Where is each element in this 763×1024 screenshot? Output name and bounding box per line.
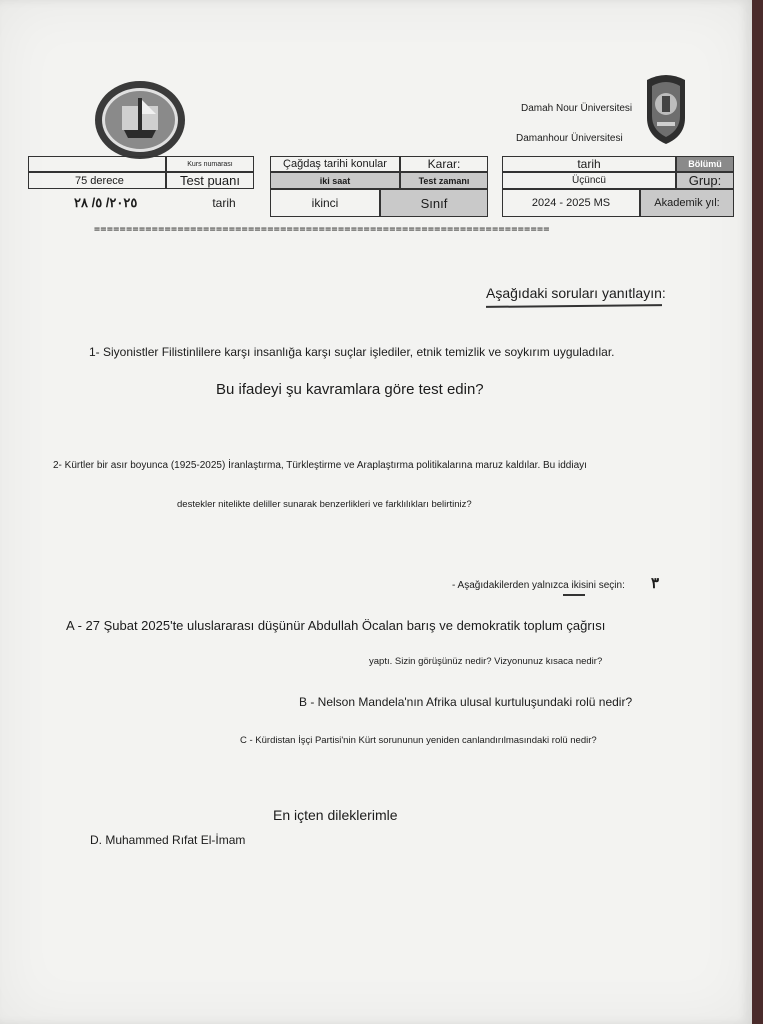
test-score-label: Test puanı — [166, 172, 254, 189]
faculty-logo — [94, 80, 186, 160]
university-name-1: Damah Nour Üniversitesi — [521, 103, 633, 114]
test-time-label: Test zamanı — [400, 172, 488, 189]
option-c: C - Kürdistan İşçi Partisi'nin Kürt sorununun yeniden canlandırılmasındaki rolü nedir? — [240, 735, 597, 746]
instructions-underline — [486, 304, 662, 308]
option-a-line-1: A - 27 Şubat 2025'te uluslararası düşünür Abdullah Öcalan barış ve demokratik toplum çağrısı — [66, 618, 606, 633]
group-value: Üçüncü — [502, 172, 676, 189]
university-name-2: Damanhour Üniversitesi — [516, 133, 623, 144]
test-duration: iki saat — [270, 172, 400, 189]
group-label: Grup: — [676, 172, 734, 189]
question-2-line-1: 2- Kürtler bir asır boyunca (1925-2025) İranlaştırma, Türkleştirme ve Araplaştırma politikalarına maruz kaldılar. Bu iddiayı — [53, 460, 587, 471]
course-name: Çağdaş tarihi konular — [270, 156, 400, 172]
option-a-line-2: yaptı. Sizin görüşünüz nedir? Vizyonunuz kısaca nedir? — [369, 656, 603, 667]
question-1-prompt: Bu ifadeyi şu kavramlara göre test edin? — [216, 381, 484, 398]
intro-underline — [563, 594, 585, 596]
date-label: tarih — [212, 196, 236, 210]
question-1: 1- Siyonistler Filistinlilere karşı insanlığa karşı suçlar işlediler, etnik temizlik ve soykırım uyguladılar. — [89, 345, 615, 359]
question-2-line-2: destekler nitelikte deliller sunarak benzerlikleri ve farklılıkları belirtiniz? — [177, 499, 472, 510]
academic-year-label: Akademik yıl: — [640, 189, 734, 217]
academic-year-value: 2024 - 2025 MS — [502, 189, 640, 217]
class-value: ikinci — [270, 189, 380, 217]
question-3-number: ٣ — [651, 575, 660, 592]
university-logo — [643, 72, 689, 146]
class-label: Sınıf — [380, 189, 488, 217]
department-label: Bölümü — [676, 156, 734, 172]
separator-line: ======================================================================= — [94, 224, 550, 235]
closing-text: En içten dileklerimle — [273, 807, 398, 823]
course-number-label: Kurs numarası — [166, 156, 254, 172]
exam-date: ٢٠٢٥/ ٥/ ٢٨ — [74, 195, 138, 210]
question-3-intro: - Aşağıdakilerden yalnızca ikisini seçin: — [452, 580, 625, 591]
option-b: B - Nelson Mandela'nın Afrika ulusal kurtuluşundaki rolü nedir? — [299, 695, 633, 709]
signature: D. Muhammed Rıfat El-İmam — [90, 833, 246, 847]
score-value: 75 derece — [28, 172, 166, 189]
decision-label: Karar: — [400, 156, 488, 172]
instructions-heading: Aşağıdaki soruları yanıtlayın: — [486, 285, 666, 301]
subject-value: tarih — [502, 156, 676, 172]
